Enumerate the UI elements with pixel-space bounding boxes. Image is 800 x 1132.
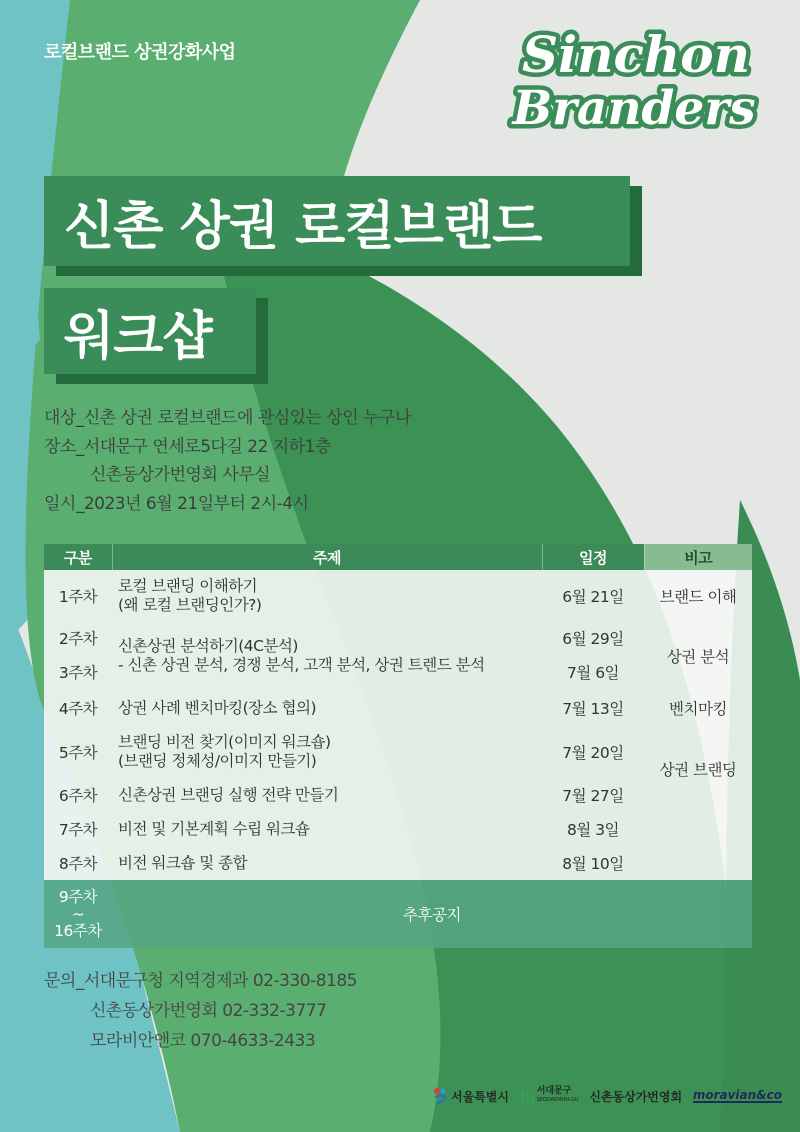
table-row: [44, 690, 752, 726]
title-line-2: 워크샵: [44, 288, 256, 374]
note-cell-empty: [644, 812, 752, 880]
topic-cell: 비전 및 기본계획 수립 워크숍: [112, 812, 542, 846]
place-info: 장소_서대문구 연세로5다길 22 지하1층: [44, 436, 331, 457]
week-cell: 5주차: [44, 726, 112, 778]
place-info-detail: 신촌동상가번영회 사무실: [90, 465, 271, 485]
date-cell: 8월 3일: [542, 812, 644, 846]
table-header-row: [44, 544, 752, 570]
table-row: [44, 812, 752, 846]
week-cell: 2주차: [44, 622, 112, 654]
topic-cell: [112, 726, 542, 778]
date-cell: 8월 10일: [542, 846, 644, 880]
seodaemun-logo-subtext: SEODAEMUN-GU: [536, 1097, 579, 1103]
sinchon-association-logo: 신촌동상가번영회: [589, 1089, 683, 1104]
seodaemun-logo: [520, 1087, 579, 1105]
table-row: [44, 622, 752, 654]
header-topic: 주제: [112, 544, 542, 570]
contact-info: [44, 966, 357, 1056]
title-line-1: 신촌 상권 로컬브랜드: [44, 176, 630, 266]
seoul-logo-text: 서울특별시: [451, 1089, 509, 1104]
seoul-logo-icon: [432, 1087, 448, 1105]
header-note: 비고: [644, 544, 752, 570]
date-cell: 6월 21일: [542, 570, 644, 622]
week-cell: 3주차: [44, 654, 112, 690]
date-cell: 7월 6일: [542, 654, 644, 690]
week-cell: 8주차: [44, 846, 112, 880]
week-cell: 7주차: [44, 812, 112, 846]
event-info: [44, 404, 411, 518]
schedule-table: [44, 544, 752, 948]
note-cell: 벤치마킹: [644, 690, 752, 726]
note-cell: 상권 분석: [644, 622, 752, 690]
week-cell: 6주차: [44, 778, 112, 812]
moravian-logo: moravian&co: [692, 1088, 782, 1102]
seodaemun-logo-label: [537, 1087, 579, 1105]
table-row: [44, 726, 752, 778]
topic-text: 로컬 브랜딩 이해하기: [118, 577, 258, 595]
logo-text-line2: Branders: [512, 81, 756, 136]
seoul-logo: [432, 1087, 509, 1105]
date-cell: 7월 27일: [542, 778, 644, 812]
table-row-future: [44, 880, 752, 948]
topic-cell: [112, 570, 542, 622]
topic-subtext: - 신촌 상권 분석, 경쟁 분석, 고객 분석, 상권 트렌드 분석: [118, 656, 485, 674]
topic-text: 신촌상권 분석하기(4C분석): [118, 637, 298, 655]
seodaemun-logo-text: 서대문구: [536, 1086, 572, 1096]
note-cell: 상권 브랜딩: [644, 726, 752, 812]
date-cell: 7월 13일: [542, 690, 644, 726]
week-cell: 4주차: [44, 690, 112, 726]
topic-subtext: (왜 로컬 브랜딩인가?): [118, 596, 262, 614]
seodaemun-logo-icon: [520, 1087, 534, 1105]
program-label: 로컬브랜드 상권강화사업: [44, 42, 236, 63]
contact-line-2: 신촌동상가번영회 02-332-3777: [90, 1001, 327, 1021]
date-cell: 7월 20일: [542, 726, 644, 778]
week-range-end: 16주차: [54, 922, 102, 940]
tbd-cell: 추후공지: [112, 880, 752, 948]
logo-text-line1: Sinchon: [522, 25, 750, 84]
header-date: 일정: [542, 544, 644, 570]
sinchon-branders-logo: [490, 20, 780, 140]
table-row: [44, 570, 752, 622]
topic-subtext: (브랜딩 정체성/이미지 만들기): [118, 752, 317, 770]
date-cell: 6월 29일: [542, 622, 644, 654]
datetime-info: 일시_2023년 6월 21일부터 2시-4시: [44, 493, 309, 514]
contact-line-3: 모라비안앤코 070-4633-2433: [90, 1031, 316, 1051]
topic-text: 브랜딩 비전 찾기(이미지 워크숍): [118, 733, 331, 751]
topic-cell: 비전 워크숍 및 종합: [112, 846, 542, 880]
contact-line-1: 문의_서대문구청 지역경제과 02-330-8185: [44, 971, 357, 991]
note-cell: 브랜드 이해: [644, 570, 752, 622]
target-info: 대상_신촌 상권 로컬브랜드에 관심있는 상인 누구나: [44, 408, 411, 428]
footer-logos: [432, 1083, 782, 1109]
topic-cell: 신촌상권 브랜딩 실행 전략 만들기: [112, 778, 542, 812]
topic-cell: 상권 사례 벤치마킹(장소 협의): [112, 690, 542, 726]
topic-cell: [112, 622, 542, 690]
header-week: 구분: [44, 544, 112, 570]
week-range-start: 9주차: [58, 888, 98, 906]
week-cell: 1주차: [44, 570, 112, 622]
week-range-sep: ~: [71, 905, 85, 923]
week-range-cell: [44, 880, 112, 948]
